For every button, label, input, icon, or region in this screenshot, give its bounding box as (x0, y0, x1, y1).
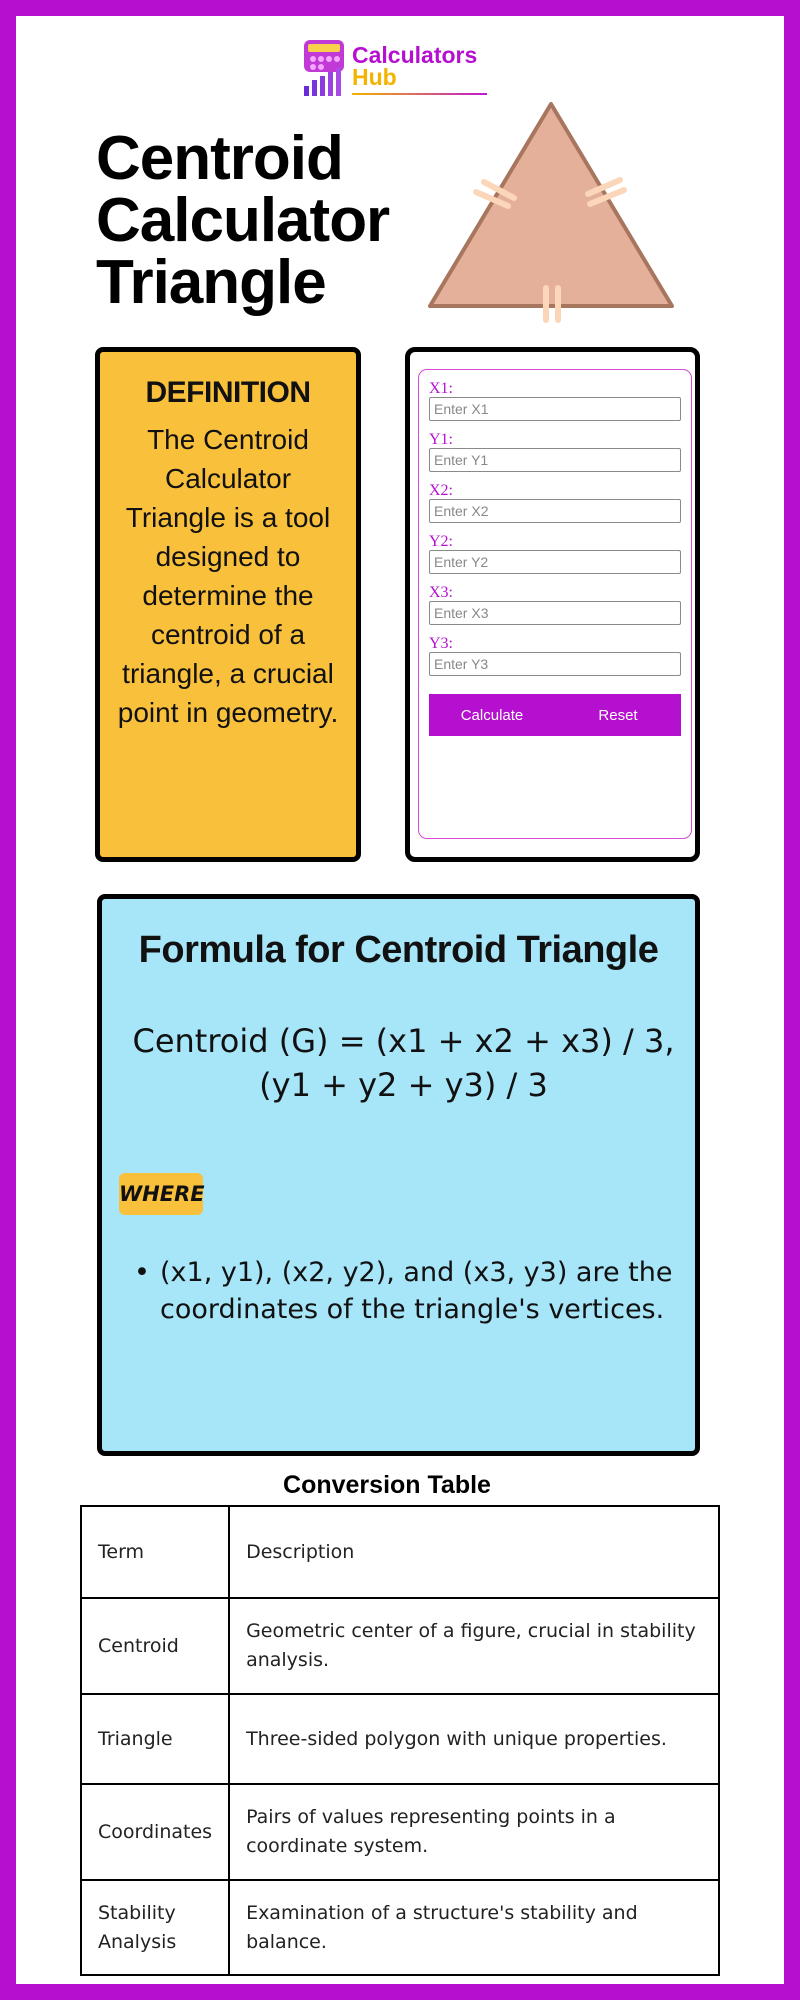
table-row (81, 1784, 719, 1880)
table-cell: Three-sided polygon with unique properties. (229, 1694, 719, 1784)
field-x3 (429, 584, 681, 625)
table-cell: Triangle (81, 1694, 229, 1784)
field-y2-label: Y2: (429, 533, 453, 550)
title-line-1: Centroid (96, 124, 343, 193)
formula-card (97, 894, 700, 1456)
x2-input[interactable] (429, 499, 681, 523)
definition-card (95, 347, 361, 862)
x3-input[interactable] (429, 601, 681, 625)
formula-variable-item: • (x1, y1), (x2, y2), and (x3, y3) are the coordinates of the triangle's vertices. (134, 1254, 674, 1328)
field-y1-label: Y1: (429, 431, 453, 448)
calculator-card (405, 347, 700, 862)
brand-wordmark (352, 44, 477, 88)
brand-logo[interactable] (302, 38, 502, 102)
table-cell: Stability Analysis (81, 1880, 229, 1975)
y3-input[interactable] (429, 652, 681, 676)
y2-input[interactable] (429, 550, 681, 574)
conversion-table (80, 1505, 720, 1976)
title-line-2: Calculator (96, 186, 390, 255)
table-cell: Coordinates (81, 1784, 229, 1880)
formula-variables-list (134, 1254, 674, 1328)
field-x1 (429, 380, 681, 421)
y1-input[interactable] (429, 448, 681, 472)
table-cell: Description (229, 1506, 719, 1598)
field-y2 (429, 533, 681, 574)
centroid-calculator-form (418, 369, 692, 839)
reset-button[interactable]: Reset (555, 694, 681, 736)
field-y3 (429, 635, 681, 676)
table-cell: Pairs of values representing points in a coordinate system. (229, 1784, 719, 1880)
title-line-3: Triangle (96, 248, 326, 317)
field-x2-label: X2: (429, 482, 453, 499)
where-badge: WHERE (119, 1173, 203, 1215)
table-cell: Centroid (81, 1598, 229, 1694)
formula-expression: Centroid (G) = (x1 + x2 + x3) / 3, (y1 + y2 + y3) / 3 (132, 1022, 675, 1104)
brand-underline (352, 93, 487, 95)
table-row (81, 1694, 719, 1784)
field-x2 (429, 482, 681, 523)
table-cell: Term (81, 1506, 229, 1598)
brand-line-2: Hub (352, 64, 397, 90)
x1-input[interactable] (429, 397, 681, 421)
brand-line-1: Calculators (352, 42, 478, 68)
table-title: Conversion Table (283, 1471, 491, 1499)
table-cell: Geometric center of a figure, crucial in stability analysis. (229, 1598, 719, 1694)
calculator-chart-icon (302, 38, 346, 98)
field-y1 (429, 431, 681, 472)
definition-heading: DEFINITION (145, 376, 311, 409)
formula-title: Formula for Centroid Triangle (138, 929, 659, 971)
table-row (81, 1880, 719, 1975)
calculator-button-bar (429, 694, 681, 736)
definition-text: The Centroid Calculator Triangle is a tool designed to determine the centroid of a triangle, a crucial point in geometry. (117, 424, 339, 728)
field-x3-label: X3: (429, 584, 453, 601)
page-title (96, 124, 426, 317)
table-header-row (81, 1506, 719, 1598)
calculate-button[interactable]: Calculate (429, 694, 555, 736)
field-x1-label: X1: (429, 380, 453, 397)
table-row (81, 1598, 719, 1694)
triangle-illustration (420, 98, 680, 328)
table-cell: Examination of a structure's stability and balance. (229, 1880, 719, 1975)
field-y3-label: Y3: (429, 635, 453, 652)
